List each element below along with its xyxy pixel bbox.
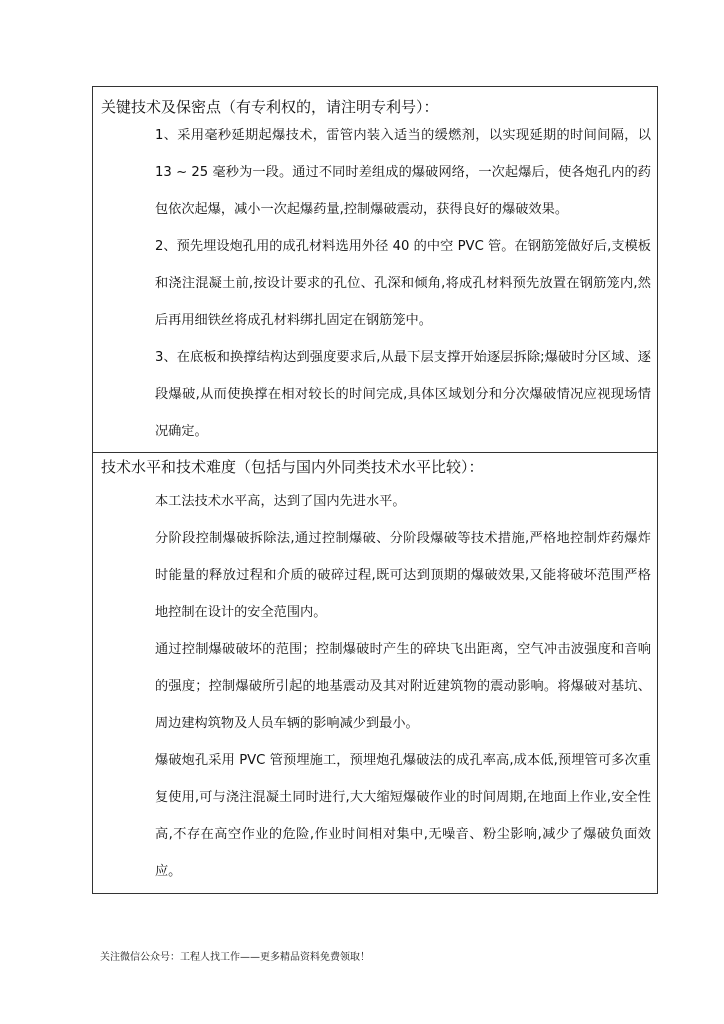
technical-level-cell — [93, 453, 657, 893]
paragraph-text: 本工法技术水平高，达到了国内先进水平。 — [155, 494, 406, 509]
paragraph-text: 爆破炮孔采用 PVC 管预埋施工，预埋炮孔爆破法的成孔率高,成本低,预埋管可多次重复使用,可与浇注混凝土同时进行,大大缩短爆破作业的时间周期,在地面上作业,安全性高,不存在高空作业的危险,作业时间相对集中,无噪音、粉尘影响,减少了爆破负面效应。 — [155, 753, 651, 879]
key-technology-paragraph-2 — [101, 228, 651, 339]
technical-level-heading: 技术水平和技术难度（包括与国内外同类技术水平比较）： — [101, 458, 484, 476]
document-table — [92, 86, 658, 894]
paragraph-text: 1、采用毫秒延期起爆技术，雷管内装入适当的缓燃剂，以实现延期的时间间隔，以 13 ~ 25 毫秒为一段。通过不同时差组成的爆破网络，一次起爆后，使各炮孔内的药包依次起爆，减小一次起爆药量,控制爆破震动，获得良好的爆破效果。 — [155, 128, 651, 217]
paragraph-text: 通过控制爆破破坏的范围；控制爆破时产生的碎块飞出距离，空气冲击波强度和音响的强度；控制爆破所引起的地基震动及其对附近建筑物的震动影响。将爆破对基坑、周边建构筑物及人员车辆的影响减少到最小。 — [155, 642, 651, 731]
technical-level-paragraph-4 — [101, 742, 651, 890]
paragraph-text: 3、在底板和换撑结构达到强度要求后,从最下层支撑开始逐层拆除;爆破时分区域、逐段爆破,从而使换撑在相对较长的时间完成,具体区域划分和分次爆破情况应视现场情况确定。 — [155, 350, 651, 439]
key-technology-cell — [93, 87, 657, 453]
paragraph-text: 2、预先埋设炮孔用的成孔材料选用外径 40 的中空 PVC 管。在钢筋笼做好后,支模板和浇注混凝土前,按设计要求的孔位、孔深和倾角,将成孔材料预先放置在钢筋笼内,然后再用细铁丝将成孔材料绑扎固定在钢筋笼中。 — [155, 239, 651, 328]
technical-level-paragraph-3 — [101, 631, 651, 742]
key-technology-paragraph-3 — [101, 339, 651, 450]
key-technology-paragraph-1 — [101, 117, 651, 228]
technical-level-paragraph-1 — [101, 483, 651, 520]
technical-level-paragraph-2 — [101, 520, 651, 631]
footer-note: 关注微信公众号：工程人找工作——更多精品资料免费领取！ — [100, 952, 370, 963]
key-technology-heading: 关键技术及保密点（有专利权的，请注明专利号）： — [101, 98, 439, 116]
paragraph-text: 分阶段控制爆破拆除法,通过控制爆破、分阶段爆破等技术措施,严格地控制炸药爆炸时能量的释放过程和介质的破碎过程,既可达到顶期的爆破效果,又能将破坏范围严格地控制在设计的安全范围内。 — [155, 531, 651, 620]
